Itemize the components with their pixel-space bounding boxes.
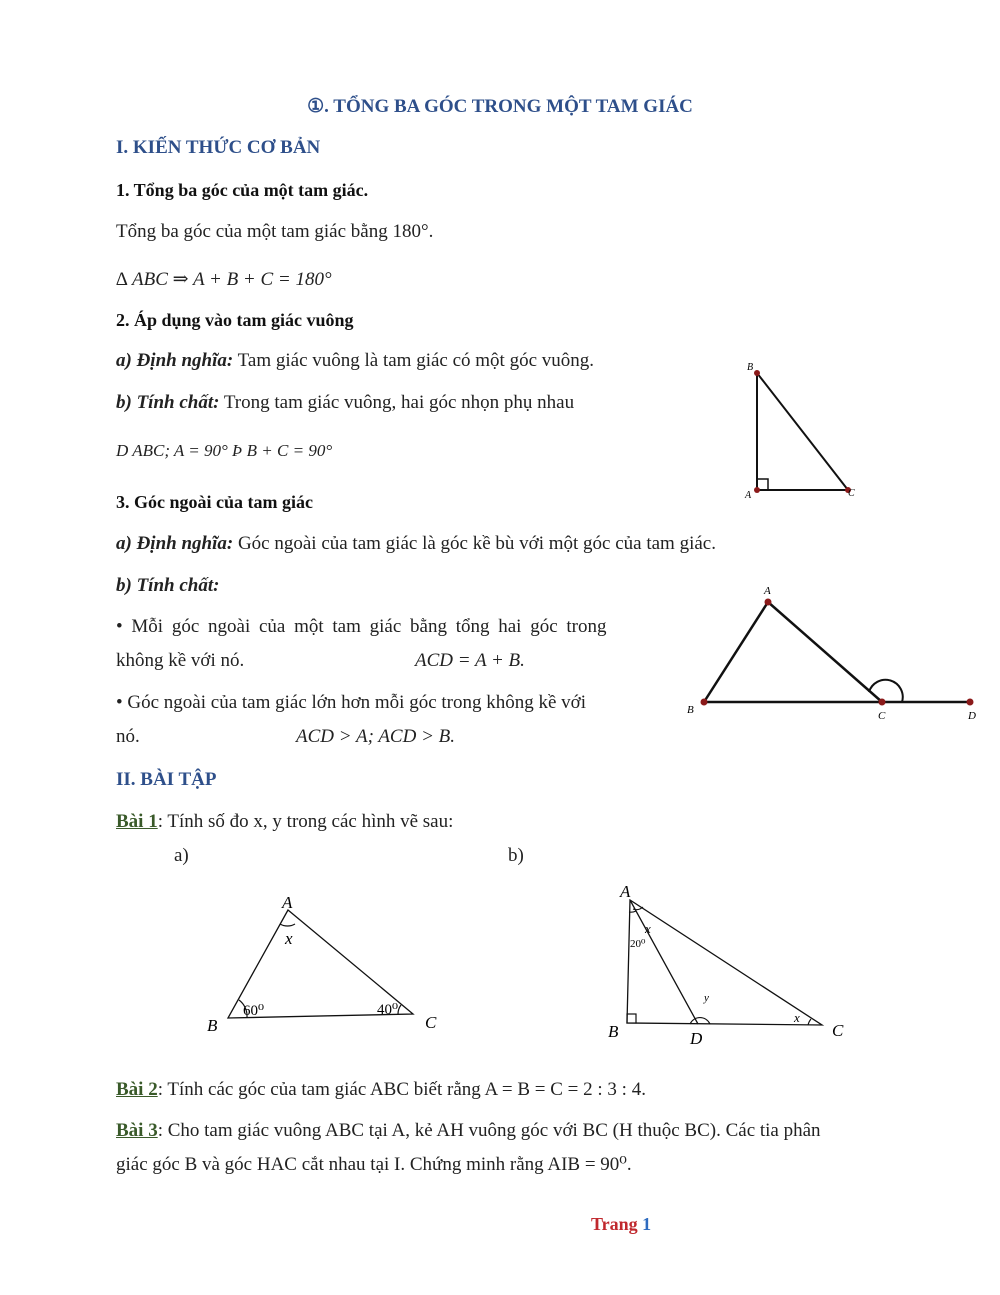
right-triangle-formula: D ABC; A = 90° Þ B + C = 90°	[116, 441, 333, 460]
vertex-label-c: C	[878, 710, 886, 722]
property-label: b) Tính chất:	[116, 392, 220, 413]
exercise-one-label: Bài 1	[116, 811, 158, 832]
vertex-label-d: D	[968, 710, 976, 722]
vertex-label-a: A	[764, 585, 771, 597]
angle-label-c: 40⁰	[377, 1002, 399, 1018]
exercise-one-text: : Tính số đo x, y trong các hình vẽ sau:	[157, 811, 454, 832]
bullet-one-line1: • Mỗi góc ngoài của một tam giác bằng tổng hai góc trong	[116, 616, 607, 637]
exterior-property-label: b) Tính chất:	[116, 575, 220, 596]
subheading-angle-sum: 1. Tổng ba góc của một tam giác.	[116, 180, 369, 200]
vertex-label-b: B	[687, 704, 694, 716]
vertex-label-c: C	[848, 488, 855, 499]
angle-sum-formula: ∆ ABC ⇒ A + B + C = 180°	[116, 269, 332, 290]
bullet-one-formula: ACD = A + B.	[415, 650, 525, 671]
angle-label-x-at-c: x	[794, 1010, 800, 1025]
definition-label: a) Định nghĩa:	[116, 533, 234, 554]
exercise-two-label: Bài 2	[116, 1079, 158, 1100]
definition-text: Tam giác vuông là tam giác có một góc vuông.	[233, 350, 595, 371]
right-triangle-figure	[735, 355, 865, 505]
vertex-label-c: C	[832, 1021, 844, 1040]
subheading-exterior-angle: 3. Góc ngoài của tam giác	[116, 492, 313, 512]
vertex-label-d: D	[690, 1029, 703, 1048]
angle-sum-statement: Tổng ba góc của một tam giác bằng 180°.	[116, 221, 434, 242]
page-number	[591, 1214, 651, 1235]
angle-label-b: 60⁰	[243, 1003, 265, 1019]
page-title: ①. TỔNG BA GÓC TRONG MỘT TAM GIÁC	[307, 96, 693, 117]
vertex-label-a: A	[282, 893, 293, 912]
vertex-label-c: C	[425, 1013, 437, 1032]
exercise-three-line1	[116, 1120, 821, 1142]
exterior-angle-figure	[680, 580, 990, 725]
vertex-label-b: B	[608, 1022, 619, 1041]
bullet-one-line2: không kề với nó.	[116, 650, 245, 671]
exercise-two-text: : Tính các góc của tam giác ABC biết rằng A = B = C = 2 : 3 : 4.	[157, 1079, 646, 1100]
right-triangle-definition	[116, 350, 594, 372]
vertex-label-b: B	[747, 362, 754, 373]
bullet-two-line1: • Góc ngoài của tam giác lớn hơn mỗi góc trong không kề với	[116, 692, 586, 713]
exercise-one	[116, 811, 453, 833]
angle-label-y: y	[704, 992, 709, 1004]
definition-label: a) Định nghĩa:	[116, 350, 234, 371]
exercise-three-label: Bài 3	[116, 1120, 158, 1141]
right-triangle-property	[116, 392, 574, 414]
figure-a-label: a)	[174, 845, 189, 866]
page-label: Trang	[591, 1214, 643, 1234]
section-heading-theory: I. KIẾN THỨC CƠ BẢN	[116, 137, 321, 158]
exercise-figure-b	[600, 875, 870, 1050]
subheading-right-triangle: 2. Áp dụng vào tam giác vuông	[116, 310, 354, 330]
figure-b-label: b)	[508, 845, 524, 866]
bullet-two-line2: nó.	[116, 726, 140, 747]
angle-label-x-at-a: x	[645, 921, 651, 936]
section-heading-exercises: II. BÀI TẬP	[116, 769, 217, 790]
vertex-label-b: B	[207, 1016, 218, 1035]
angle-label-x: x	[285, 929, 293, 948]
exercise-two	[116, 1079, 646, 1101]
definition-text: Góc ngoài của tam giác là góc kề bù với một góc của tam giác.	[233, 533, 716, 554]
vertex-label-a: A	[745, 490, 752, 501]
exterior-angle-definition	[116, 533, 716, 555]
vertex-label-a: A	[620, 882, 631, 901]
bullet-two-formula: ACD > A; ACD > B.	[296, 726, 455, 747]
exercise-three-text: : Cho tam giác vuông ABC tại A, kẻ AH vuông góc với BC (H thuộc BC). Các tia phân	[157, 1120, 821, 1141]
exercise-figure-a	[195, 880, 455, 1040]
property-text: Trong tam giác vuông, hai góc nhọn phụ nhau	[219, 392, 575, 413]
exercise-three-line2: giác góc B và góc HAC cắt nhau tại I. Chứng minh rằng AIB = 90⁰.	[116, 1154, 632, 1175]
page-number-value: 1	[642, 1214, 652, 1234]
angle-label-a: 20⁰	[630, 938, 646, 950]
